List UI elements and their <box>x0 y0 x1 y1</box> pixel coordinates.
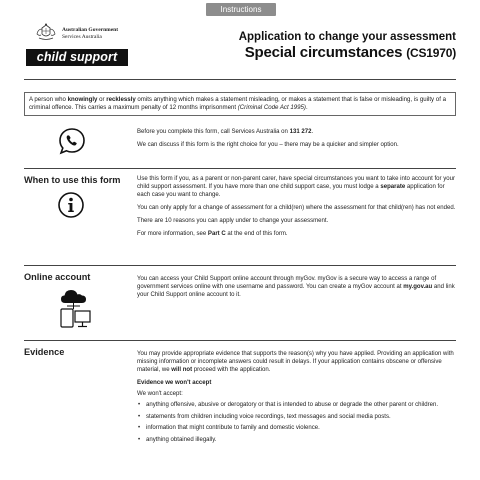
emphasis: will not <box>171 367 193 373</box>
part-reference: Part C <box>207 231 226 237</box>
online-paragraph <box>137 275 457 299</box>
phone-icon <box>58 127 86 155</box>
info-icon <box>57 191 85 219</box>
gov-name: Australian Government <box>62 27 119 33</box>
form-title <box>239 31 456 61</box>
section-divider <box>24 265 456 266</box>
text: Before you complete this form, call Services Australia on <box>137 129 290 135</box>
cloud-devices-icon <box>55 287 93 331</box>
evidence-heading: Evidence <box>24 347 65 357</box>
evidence-paragraph <box>137 350 457 374</box>
warning-text: omits anything which makes a statement misleading, or makes a statement that is false or misleading, is guilty of a criminal offence. This carries a maximum penalty of 12 months imprisonment <box>29 96 446 112</box>
emphasis: separate <box>380 184 406 190</box>
warning-keyword: recklessly <box>106 96 136 103</box>
coat-of-arms-icon <box>35 23 57 43</box>
form-code: (CS1970) <box>406 46 456 60</box>
phone-section <box>137 128 457 154</box>
warning-text: or <box>97 96 107 103</box>
phone-paragraph <box>137 128 457 136</box>
when-heading: When to use this form <box>24 175 121 185</box>
section-divider <box>24 340 456 341</box>
text: proceed with the application. <box>192 367 271 373</box>
online-section <box>137 275 457 304</box>
text: . <box>311 129 314 135</box>
child-support-brand: child support <box>26 49 128 66</box>
text: at the end of this form. <box>225 231 288 237</box>
text: application for each case you want to change. <box>137 184 445 198</box>
warning-keyword: knowingly <box>67 96 98 103</box>
when-paragraph: You can only apply for a change of assessment for a child(ren) where the assessment for that child(ren) has not ended. <box>137 205 456 211</box>
text: and link your Child Support online account to it. <box>137 284 455 298</box>
subheading-text: Evidence we won't accept <box>137 380 212 386</box>
warning-text: A person who <box>29 96 68 103</box>
text: You may provide appropriate evidence that supports the reason(s) why you have applied. Providing an application with missing information or incomplete answers could result in delays. If your application contains obscene or offensive material, we <box>137 351 454 373</box>
online-heading: Online account <box>24 272 91 282</box>
text: You can access your Child Support online account through myGov. myGov is a secure way to access a range of government services online with one username and password. You can create a myGov account at <box>137 276 437 290</box>
text: For more information, see <box>137 231 208 237</box>
mygov-link-text: my.gov.au <box>403 284 433 290</box>
section-divider <box>24 168 456 169</box>
evidence-section <box>137 350 457 447</box>
evidence-list <box>137 401 457 444</box>
list-item: • information that might contribute to family and domestic violence. <box>137 424 457 432</box>
title-line2 <box>239 44 456 61</box>
when-section <box>137 175 457 243</box>
warning-citation: (Criminal Code Act 1995) <box>237 104 306 112</box>
list-item: • anything obtained illegally. <box>137 436 457 444</box>
title-line1: Application to change your assessment <box>238 31 456 43</box>
warning-box <box>24 92 456 116</box>
evidence-intro: We won't accept: <box>137 391 183 397</box>
evidence-subheading <box>137 379 457 387</box>
header-divider <box>24 79 456 80</box>
list-item: • statements from children including voice recordings, text messages and social media posts. <box>137 413 457 421</box>
agency-name: Services Australia <box>62 33 102 40</box>
phone-number: 131 272 <box>289 129 312 135</box>
title-text: Special circumstances <box>244 44 403 61</box>
warning-text: . <box>305 104 308 112</box>
when-paragraph <box>137 175 457 199</box>
when-paragraph <box>137 230 457 238</box>
phone-note: We can discuss if this form is the right choice for you – there may be a quicker and simpler option. <box>137 142 399 148</box>
text: Use this form if you, as a parent or non-parent carer, have special circumstances you want to take into account for your child support assessment. If you have more than one child support case, you must lodge a <box>137 176 455 190</box>
instructions-tab: Instructions <box>206 3 276 16</box>
list-item: • anything offensive, abusive or derogatory or that is intended to abuse or degrade the other parent or children. <box>137 401 457 409</box>
when-paragraph: There are 10 reasons you can apply under to change your assessment. <box>137 218 329 224</box>
